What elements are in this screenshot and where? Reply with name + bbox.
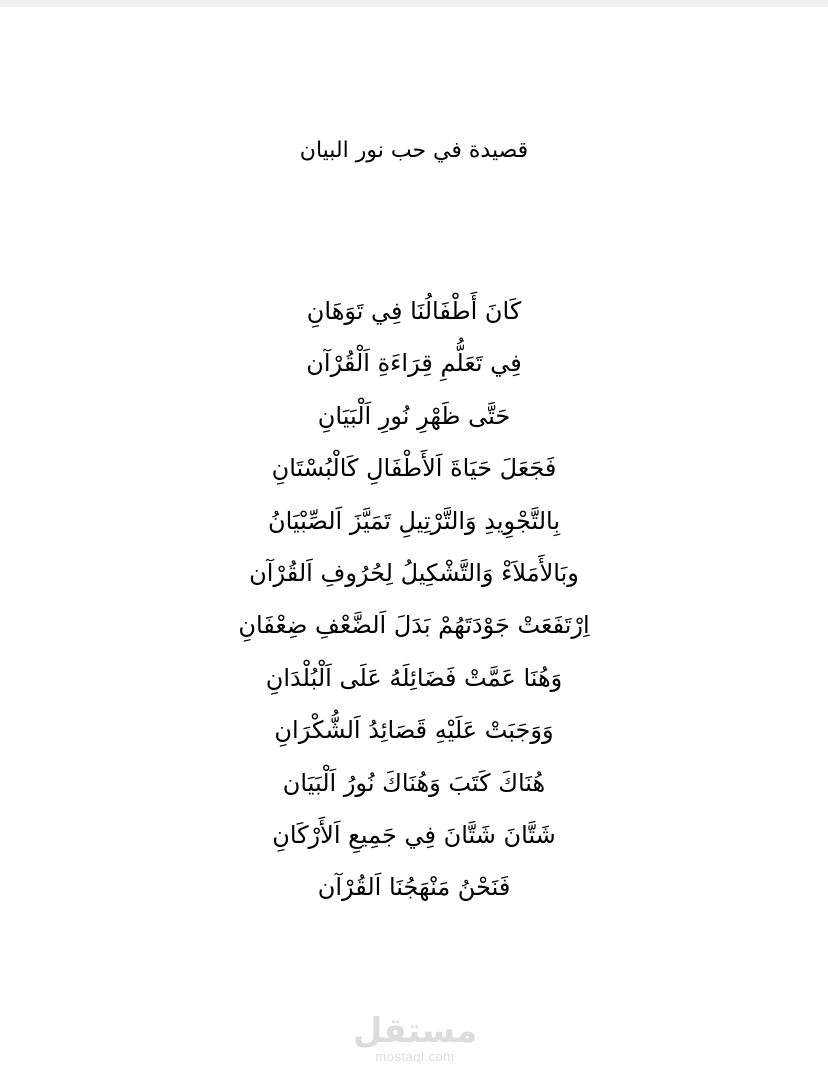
poem-verse: وَهُنَا عَمَّتْ فَضَائِلَهُ عَلَى اَلْبُلْدَانِ <box>265 663 563 692</box>
poem-title: قصيدة في حب نور البيان <box>299 138 529 163</box>
mostaql-watermark-logo <box>350 1012 480 1064</box>
poem-verse: حَتَّى ظَهْرِ نُورِ اَلْبَيَانِ <box>317 401 511 430</box>
poem-verse: فَنَحْنُ مَنْهَجُنَا اَلقُرْآن <box>317 873 511 902</box>
watermark-latin-text: mostaql.com <box>375 1049 455 1064</box>
watermark-arabic-text: مستقل <box>352 1011 478 1051</box>
poem-verse: شَتَّانَ شَتَّانَ فِي جَمِيعِ اَلأَرْكَانِ <box>272 820 556 849</box>
poem-verse: وبَالأَمَلاَءْ وَالتَّشْكِيلُ لِحُرُوفِ اَلقُرْآن <box>249 558 579 587</box>
poem-verse: وَوَجَبَتْ عَلَيْهِ قَصَائِدُ اَلشُّكْرَانِ <box>274 716 554 745</box>
poem-verse: بِالتَّجْوِيدِ وَالتَّرْتِيلِ تَمَيَّزَ اَلصِّبْيَانُ <box>267 506 560 535</box>
poem-verse: هُنَاكَ كَتَبَ وَهُنَاكَ نُورُ اَلْبَيَان <box>282 768 546 797</box>
poem-verse: كَانَ أَطْفَالُنَا فِي تَوَهَانِ <box>306 297 522 325</box>
poem-verse: اِرْتَفَعَتْ جَوْدَتَهُمْ بَدَلَ اَلضَّعْفِ ضِعْفَانِ <box>238 611 590 640</box>
poem-verse: فِي تَعَلُّمِ قِرَاءَةِ اَلْقُرْآن <box>306 349 522 378</box>
poem-body <box>0 291 828 920</box>
poem-verse: فَجَعَلَ حَيَاةَ اَلأَطْفَالِ كَالْبُسْتَانِ <box>271 454 557 483</box>
